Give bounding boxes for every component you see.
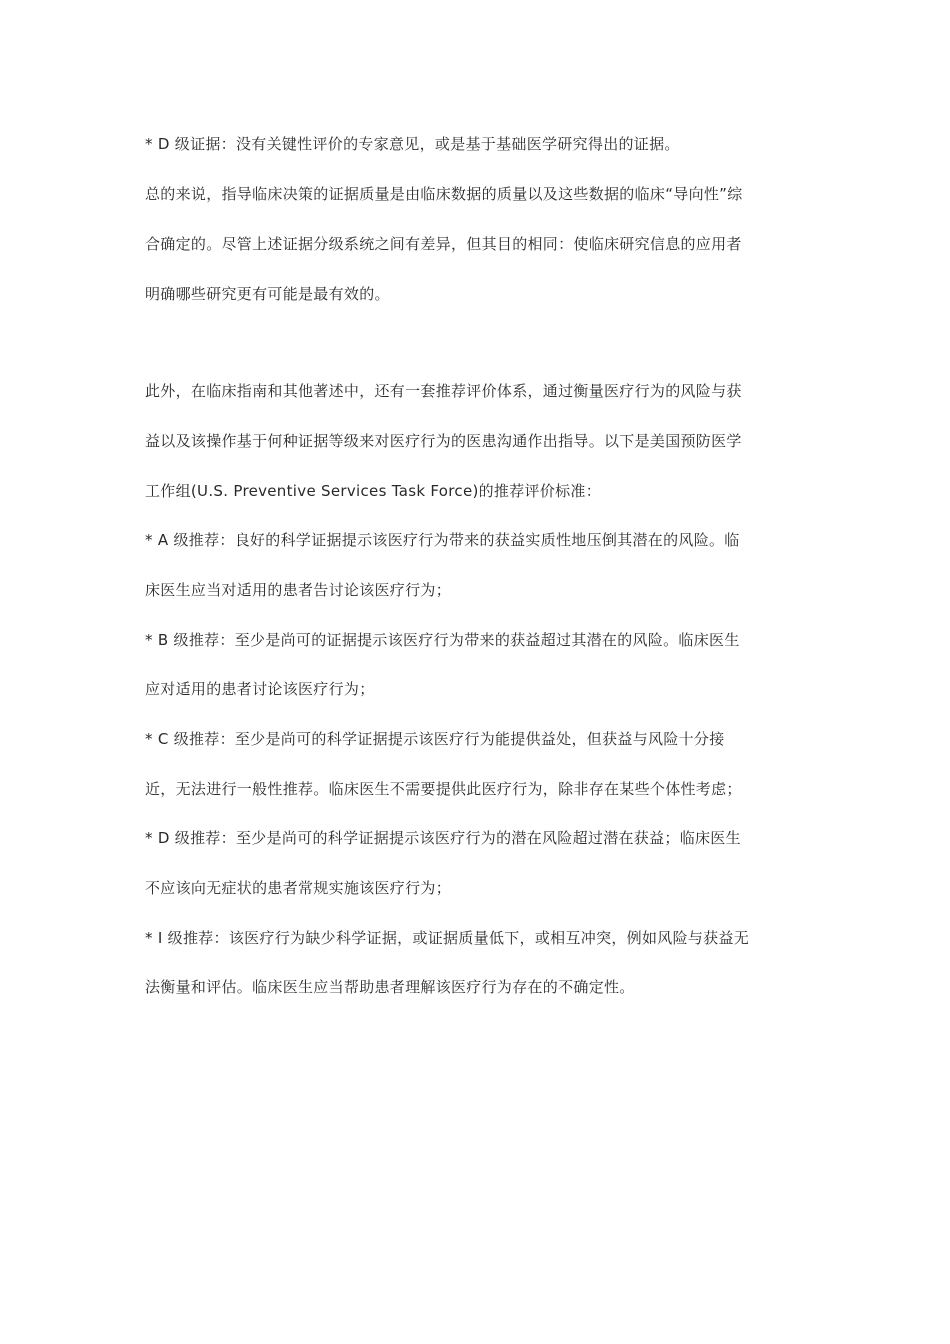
text-line-summary-1: 总的来说，指导临床决策的证据质量是由临床数据的质量以及这些数据的临床“导向性”综 — [145, 185, 743, 203]
text-line-summary-3: 明确哪些研究更有可能是最有效的。 — [145, 285, 390, 303]
text-line-b-recommendation-2: 应对适用的患者讨论该医疗行为； — [145, 680, 375, 698]
text-line-a-recommendation-2: 床医生应当对适用的患者告讨论该医疗行为； — [145, 581, 452, 599]
text-line-b-recommendation-1: * B 级推荐：至少是尚可的证据提示该医疗行为带来的获益超过其潜在的风险。临床医生 — [145, 631, 740, 649]
text-line-d-evidence: * D 级证据：没有关键性评价的专家意见，或是基于基础医学研究得出的证据。 — [145, 135, 680, 153]
text-line-i-recommendation-2: 法衡量和评估。临床医生应当帮助患者理解该医疗行为存在的不确定性。 — [145, 978, 635, 996]
text-line-i-recommendation-1: * I 级推荐：该医疗行为缺少科学证据，或证据质量低下，或相互冲突，例如风险与获益无 — [145, 929, 750, 947]
text-line-intro-3: 工作组(U.S. Preventive Services Task Force)的推荐评价标准： — [145, 482, 602, 500]
text-line-d-recommendation-1: * D 级推荐：至少是尚可的科学证据提示该医疗行为的潜在风险超过潜在获益；临床医生 — [145, 829, 741, 847]
text-line-intro-1: 此外，在临床指南和其他著述中，还有一套推荐评价体系，通过衡量医疗行为的风险与获 — [145, 382, 742, 400]
text-line-d-recommendation-2: 不应该向无症状的患者常规实施该医疗行为； — [145, 879, 452, 897]
text-line-c-recommendation-2: 近，无法进行一般性推荐。临床医生不需要提供此医疗行为，除非存在某些个体性考虑； — [145, 780, 742, 798]
text-line-c-recommendation-1: * C 级推荐：至少是尚可的科学证据提示该医疗行为能提供益处，但获益与风险十分接 — [145, 730, 725, 748]
text-line-a-recommendation-1: * A 级推荐：良好的科学证据提示该医疗行为带来的获益实质性地压倒其潜在的风险。临 — [145, 531, 740, 549]
text-line-intro-2: 益以及该操作基于何种证据等级来对医疗行为的医患沟通作出指导。以下是美国预防医学 — [145, 432, 742, 450]
text-line-summary-2: 合确定的。尽管上述证据分级系统之间有差异，但其目的相同：使临床研究信息的应用者 — [145, 235, 742, 253]
